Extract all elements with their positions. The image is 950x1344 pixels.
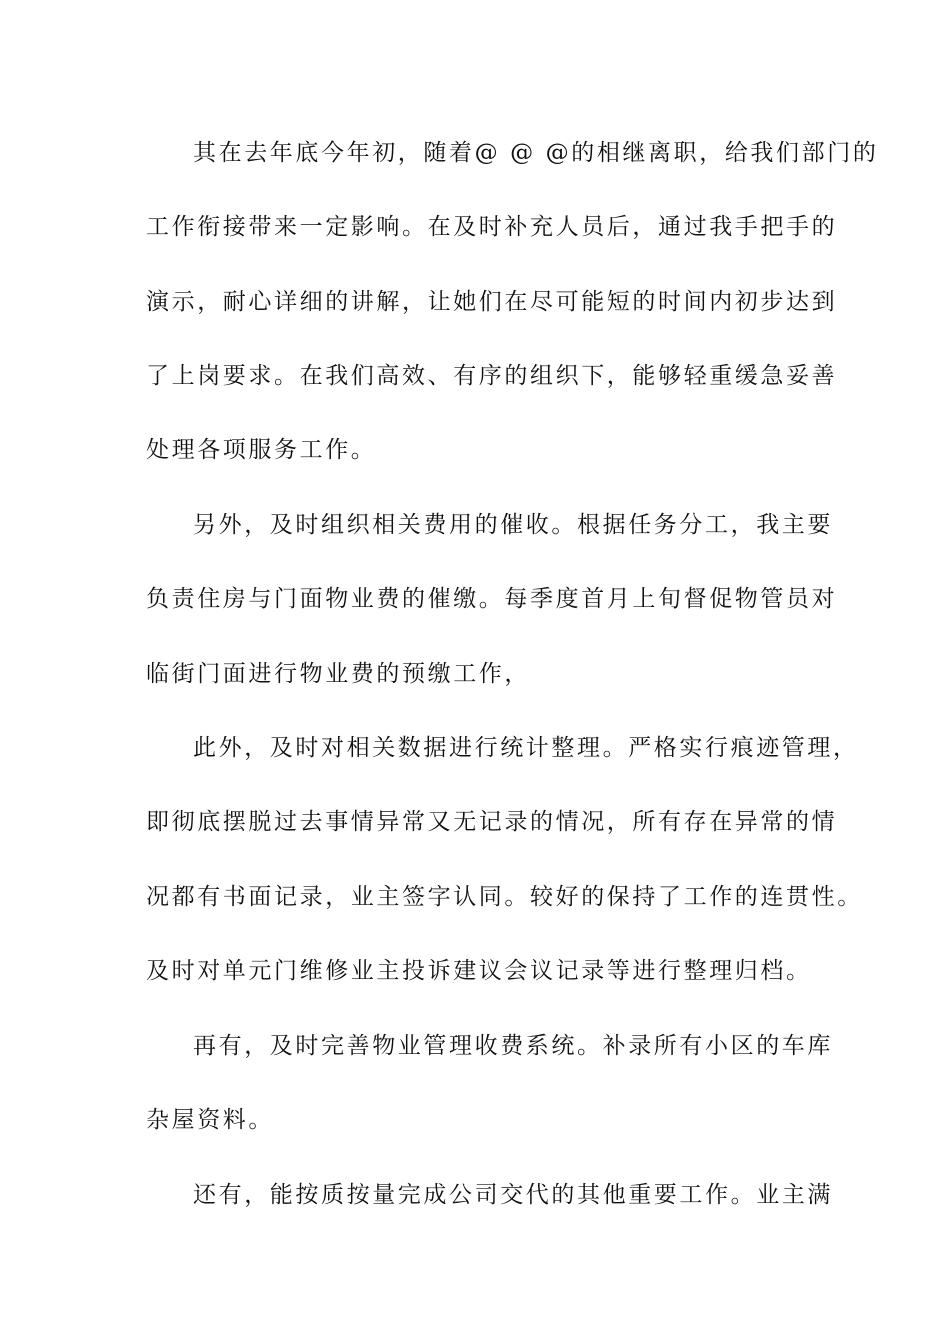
paragraph-line: 处理各项服务工作。 <box>146 437 377 463</box>
paragraph-line: 另外，及时组织相关费用的催收。根据任务分工，我主要 <box>193 512 833 538</box>
paragraph-line: 负责住房与门面物业费的催缴。每季度首月上旬督促物管员对 <box>146 586 838 612</box>
paragraph-line: 临街门面进行物业费的预缴工作， <box>146 661 530 687</box>
paragraph-line: 其在去年底今年初，随着@ @ @的相继离职，给我们部门的 <box>193 140 879 166</box>
paragraph-line: 即彻底摆脱过去事情异常又无记录的情况，所有存在异常的情 <box>146 809 838 835</box>
paragraph-line: 况都有书面记录，业主签字认同。较好的保持了工作的连贯性。 <box>146 884 863 910</box>
paragraph-line: 演示，耐心详细的讲解，让她们在尽可能短的时间内初步达到 <box>146 289 838 315</box>
paragraph-line: 杂屋资料。 <box>146 1107 274 1133</box>
paragraph-line: 了上岗要求。在我们高效、有序的组织下，能够轻重缓急妥善 <box>146 363 838 389</box>
paragraph-line: 及时对单元门维修业主投诉建议会议记录等进行整理归档。 <box>146 958 812 984</box>
paragraph-line: 工作衔接带来一定影响。在及时补充人员后，通过我手把手的 <box>146 214 838 240</box>
paragraph-line: 还有，能按质按量完成公司交代的其他重要工作。业主满 <box>193 1182 833 1208</box>
paragraph-line: 此外，及时对相关数据进行统计整理。严格实行痕迹管理， <box>193 735 859 761</box>
paragraph-line: 再有，及时完善物业管理收费系统。补录所有小区的车库 <box>193 1033 833 1059</box>
